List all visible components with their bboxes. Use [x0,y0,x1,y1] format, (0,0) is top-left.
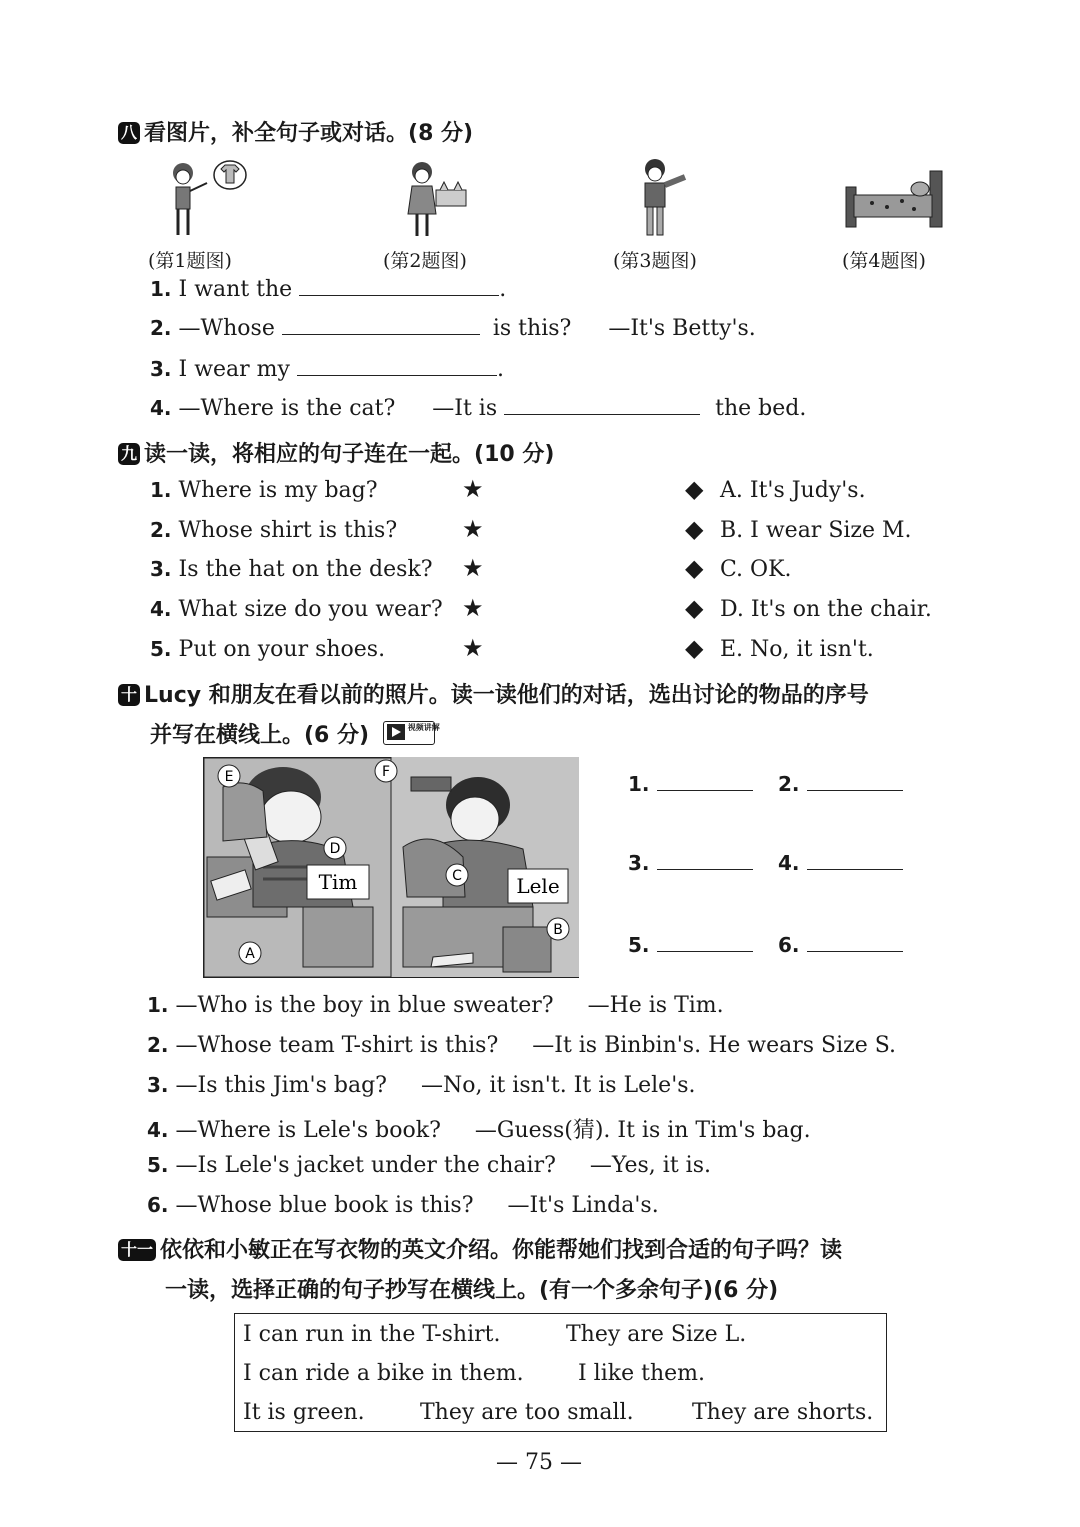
bank-sentence: I can ride a bike in them. [243,1361,524,1386]
answer-blank[interactable] [807,851,903,870]
answer-blank[interactable] [297,357,497,376]
match-right-a: A. It's Judy's. [720,478,866,503]
match-left-5: 5. Put on your shoes. [150,637,386,662]
boy-wearing-sweater-illustration [630,155,700,245]
play-icon [387,724,405,740]
page-number: — 75 — [496,1450,582,1475]
section-8-title: 八 看图片，补全句子或对话。(8 分) [118,116,473,147]
question-8-3: 3. I wear my . [150,357,504,382]
star-icon[interactable]: ★ [462,634,484,662]
diamond-icon[interactable]: ◆ [685,594,704,622]
answer-blank[interactable] [807,933,903,952]
girl-pointing-tshirt-illustration [155,155,255,245]
dialog-4: 4. —Where is Lele's book? —Guess(猜). It is in Tim's bag. [147,1118,811,1143]
diamond-icon[interactable]: ◆ [685,515,704,543]
star-icon[interactable]: ★ [462,475,484,503]
section-9-title: 九 读一读，将相应的句子连在一起。(10 分) [118,437,554,468]
answer-blank[interactable] [299,277,499,296]
star-icon[interactable]: ★ [462,515,484,543]
answer-blank[interactable] [504,396,700,415]
section-11-title: 十一 依依和小敏正在写衣物的英文介绍。你能帮她们找到合适的句子吗？读 [118,1233,842,1264]
answer-slot-2: 2. [778,772,903,797]
bank-sentence: They are shorts. [692,1400,874,1425]
star-icon[interactable]: ★ [462,594,484,622]
answer-slot-5: 5. [628,933,753,958]
dialog-6: 6. —Whose blue book is this? —It's Linda's. [147,1193,659,1218]
video-explain-button[interactable] [383,721,440,745]
dialog-1: 1. —Who is the boy in blue sweater? —He is Tim. [147,993,724,1018]
caption-1: (第1题图) [148,250,232,272]
match-left-3: 3. Is the hat on the desk? [150,557,433,582]
video-explain-label: 视频讲解 [407,723,440,732]
match-left-2: 2. Whose shirt is this? [150,518,398,543]
answer-slot-6: 6. [778,933,903,958]
diamond-icon[interactable]: ◆ [685,475,704,503]
dialog-2: 2. —Whose team T-shirt is this? —It is Binbin's. He wears Size S. [147,1033,897,1058]
bed-illustration [842,165,947,235]
question-8-4: 4. —Where is the cat? —It is the bed. [150,396,807,421]
answer-blank[interactable] [657,772,753,791]
diamond-icon[interactable]: ◆ [685,554,704,582]
bank-sentence: It is green. [243,1400,365,1425]
answer-blank[interactable] [657,851,753,870]
label-b: B [553,922,563,938]
section-8-badge: 八 [118,122,140,144]
match-right-c: C. OK. [720,557,792,582]
bank-sentence: They are too small. [420,1400,634,1425]
classroom-photo [203,757,579,978]
question-8-2: 2. —Whose is this? —It's Betty's. [150,316,756,341]
section-10-badge: 十 [118,684,140,706]
section-11-title-line2: 一读，选择正确的句子抄写在横线上。(有一个多余句子)(6 分) [165,1278,779,1303]
section-10-title: 十 Lucy 和朋友在看以前的照片。读一读他们的对话，选出讨论的物品的序号 [118,678,869,709]
dialog-5: 5. —Is Lele's jacket under the chair? —Yes, it is. [147,1153,711,1178]
bank-sentence: They are Size L. [566,1322,747,1347]
name-tag-lele: Lele [516,874,560,898]
label-f: F [381,764,391,780]
match-right-b: B. I wear Size M. [720,518,912,543]
section-11-badge: 十一 [118,1239,156,1261]
section-10-title-line2: 并写在横线上。(6 分) 视频讲解 [150,723,440,748]
label-d: D [329,841,341,857]
question-8-1: 1. I want the . [150,277,507,302]
name-tag-tim: Tim [318,870,358,894]
label-e: E [224,769,234,785]
match-right-e: E. No, it isn't. [720,637,874,662]
label-c: C [452,868,462,884]
label-a: A [245,946,255,962]
answer-slot-1: 1. [628,772,753,797]
match-right-d: D. It's on the chair. [720,597,932,622]
match-left-4: 4. What size do you wear? [150,597,443,622]
answer-slot-3: 3. [628,851,753,876]
match-left-1: 1. Where is my bag? [150,478,378,503]
answer-blank[interactable] [807,772,903,791]
caption-2: (第2题图) [383,250,467,272]
dialog-3: 3. —Is this Jim's bag? —No, it isn't. It is Lele's. [147,1073,696,1098]
star-icon[interactable]: ★ [462,554,484,582]
answer-blank[interactable] [282,316,480,335]
section-9-badge: 九 [118,443,140,465]
answer-blank[interactable] [657,933,753,952]
answer-slot-4: 4. [778,851,903,876]
caption-3: (第3题图) [613,250,697,272]
bank-sentence: I like them. [578,1361,705,1386]
bank-sentence: I can run in the T-shirt. [243,1322,501,1347]
girl-holding-cat-illustration [400,158,480,243]
diamond-icon[interactable]: ◆ [685,634,704,662]
caption-4: (第4题图) [842,250,926,272]
